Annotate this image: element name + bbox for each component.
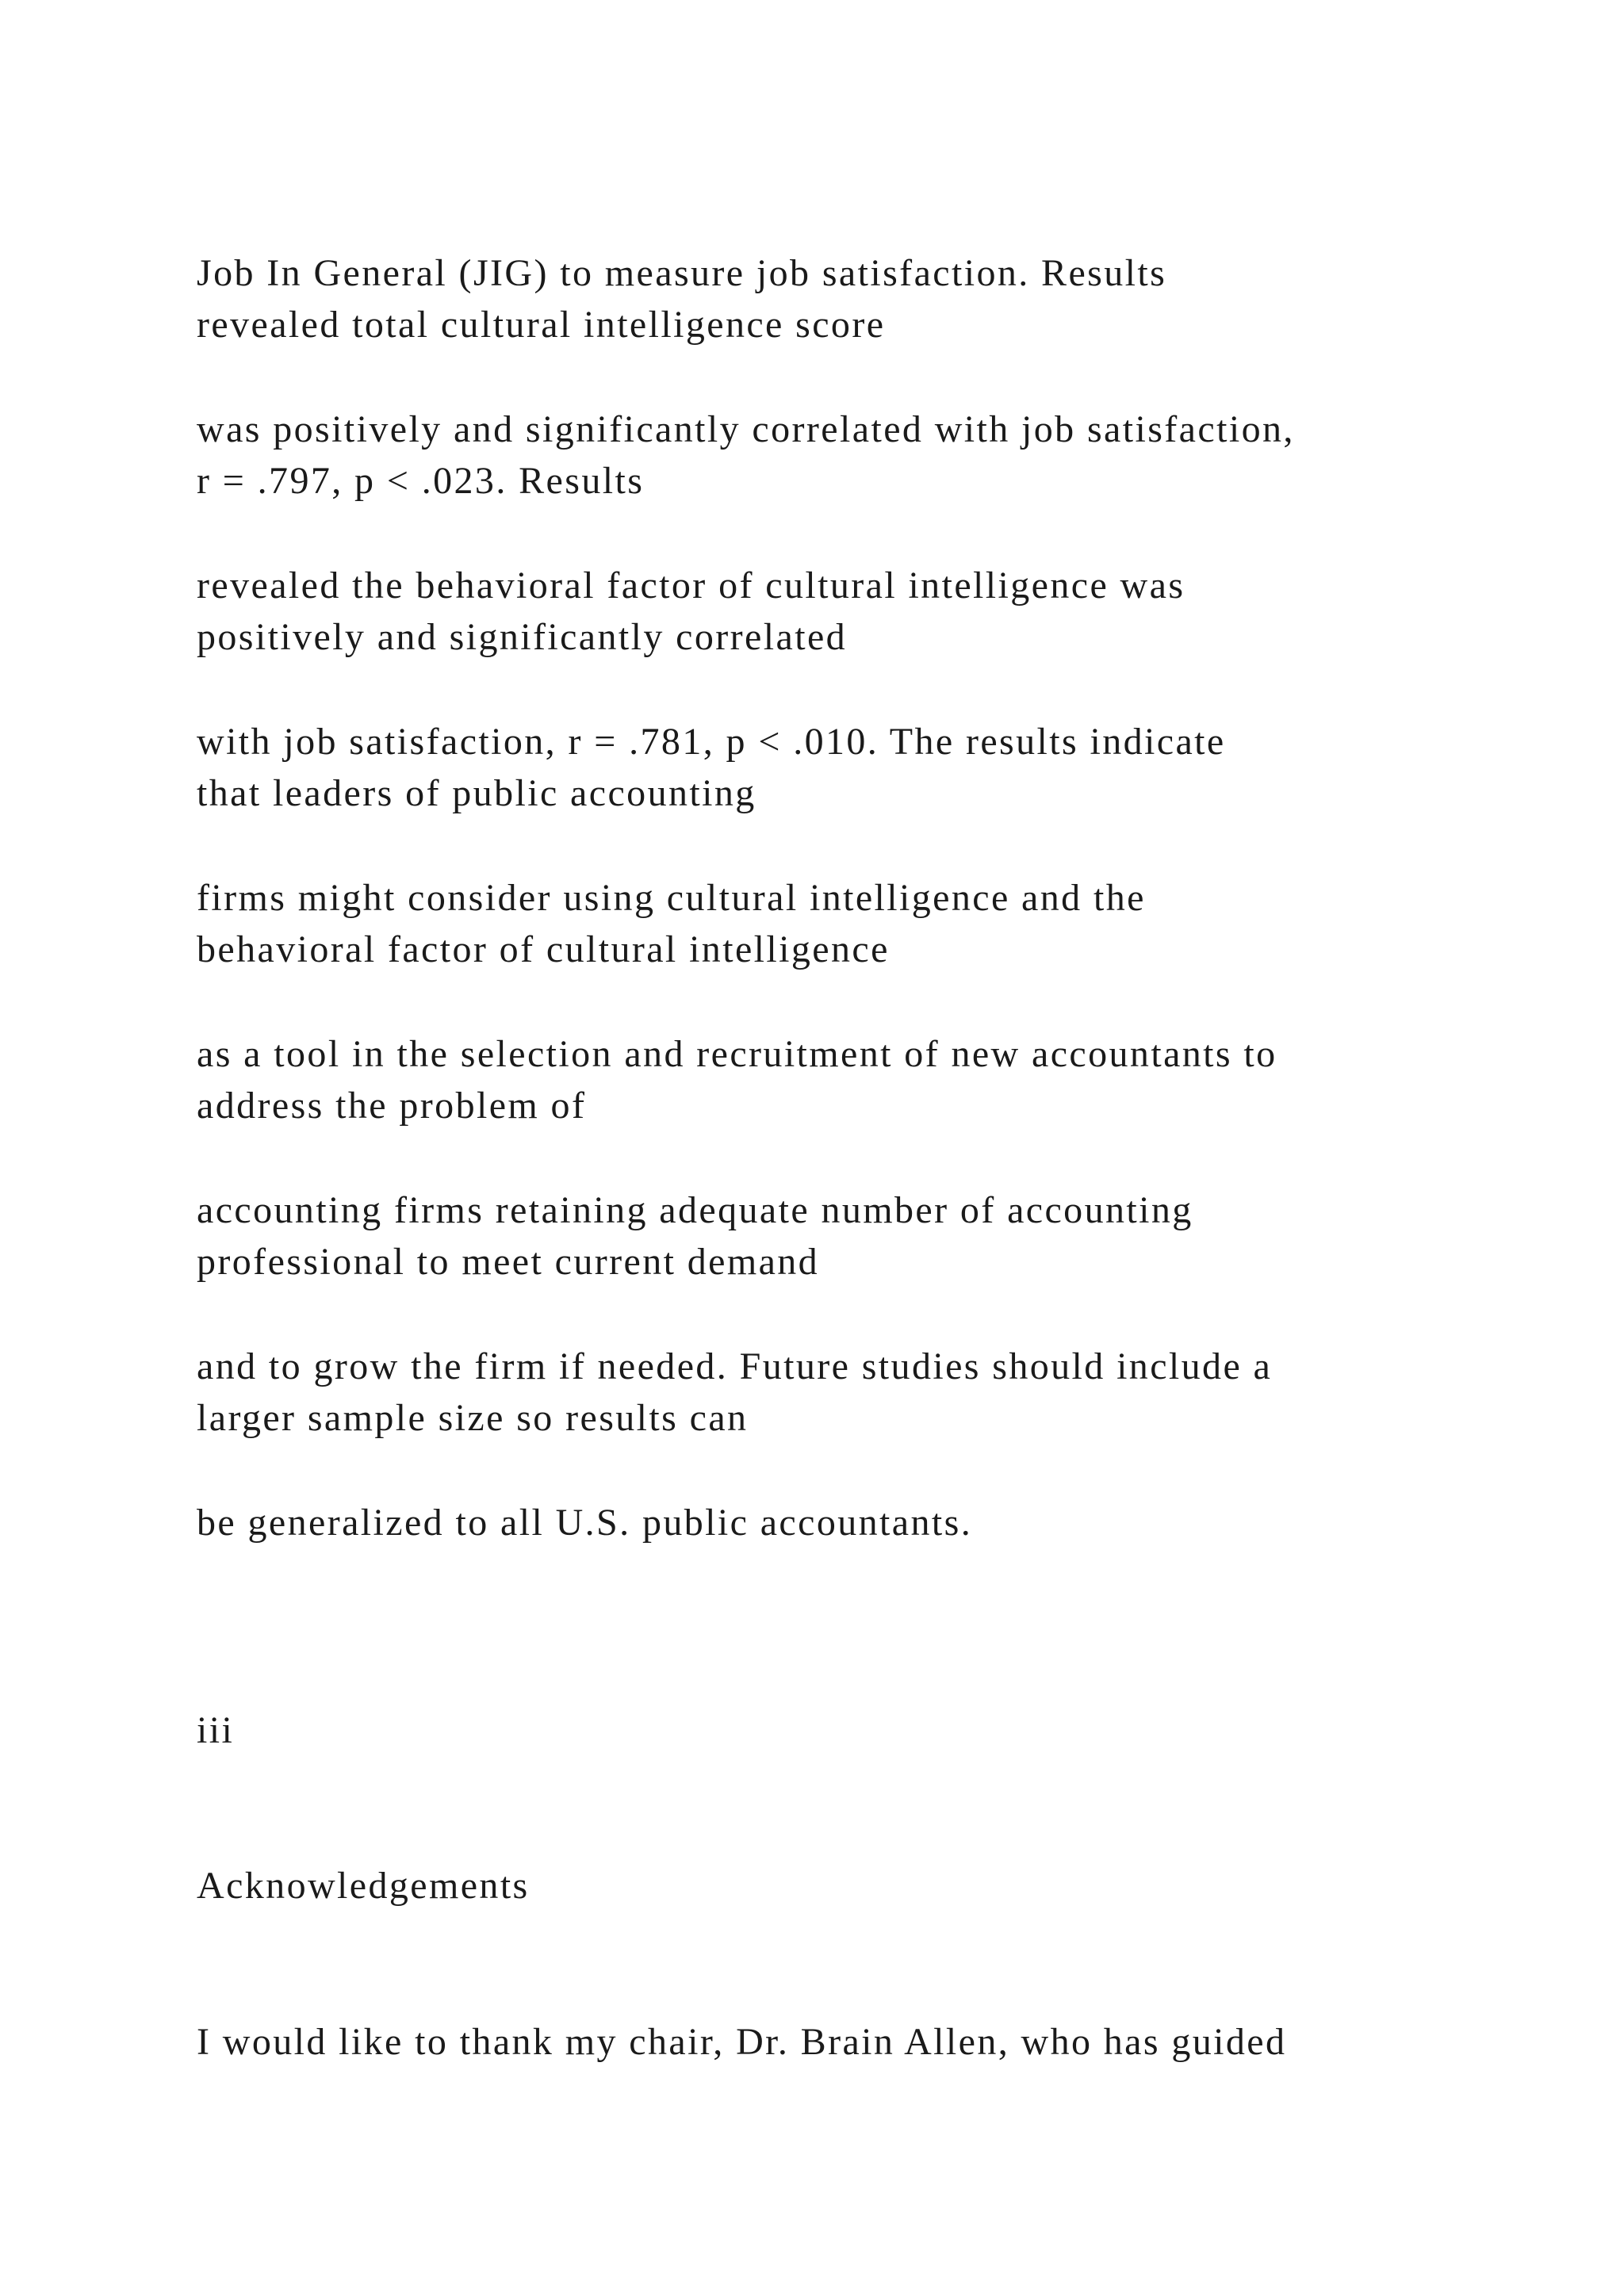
- abstract-line: firms might consider using cultural intelligence and the: [197, 877, 1146, 919]
- abstract-line: with job satisfaction, r = .781, p < .010. The results indicate: [197, 721, 1226, 763]
- abstract-line: was positively and significantly correlated with job satisfaction,: [197, 408, 1295, 450]
- abstract-line: be generalized to all U.S. public accountants.: [197, 1502, 973, 1544]
- abstract-line: larger sample size so results can: [197, 1397, 749, 1439]
- abstract-line: revealed total cultural intelligence score: [197, 304, 886, 346]
- abstract-line: address the problem of: [197, 1085, 587, 1127]
- abstract-line: as a tool in the selection and recruitment of new accountants to: [197, 1033, 1277, 1075]
- section-heading: Acknowledgements: [197, 1865, 530, 1907]
- abstract-line: Job In General (JIG) to measure job satisfaction. Results: [197, 252, 1167, 294]
- acknowledgement-line: I would like to thank my chair, Dr. Brain Allen, who has guided: [197, 2021, 1287, 2063]
- page-number: iii: [197, 1709, 235, 1751]
- abstract-line: accounting firms retaining adequate number of accounting: [197, 1189, 1193, 1231]
- abstract-line: professional to meet current demand: [197, 1241, 820, 1283]
- abstract-line: r = .797, p < .023. Results: [197, 460, 645, 502]
- abstract-line: that leaders of public accounting: [197, 772, 756, 814]
- abstract-line: positively and significantly correlated: [197, 616, 848, 658]
- abstract-line: revealed the behavioral factor of cultural intelligence was: [197, 564, 1185, 607]
- abstract-line: and to grow the firm if needed. Future studies should include a: [197, 1345, 1273, 1387]
- abstract-line: behavioral factor of cultural intelligence: [197, 928, 890, 970]
